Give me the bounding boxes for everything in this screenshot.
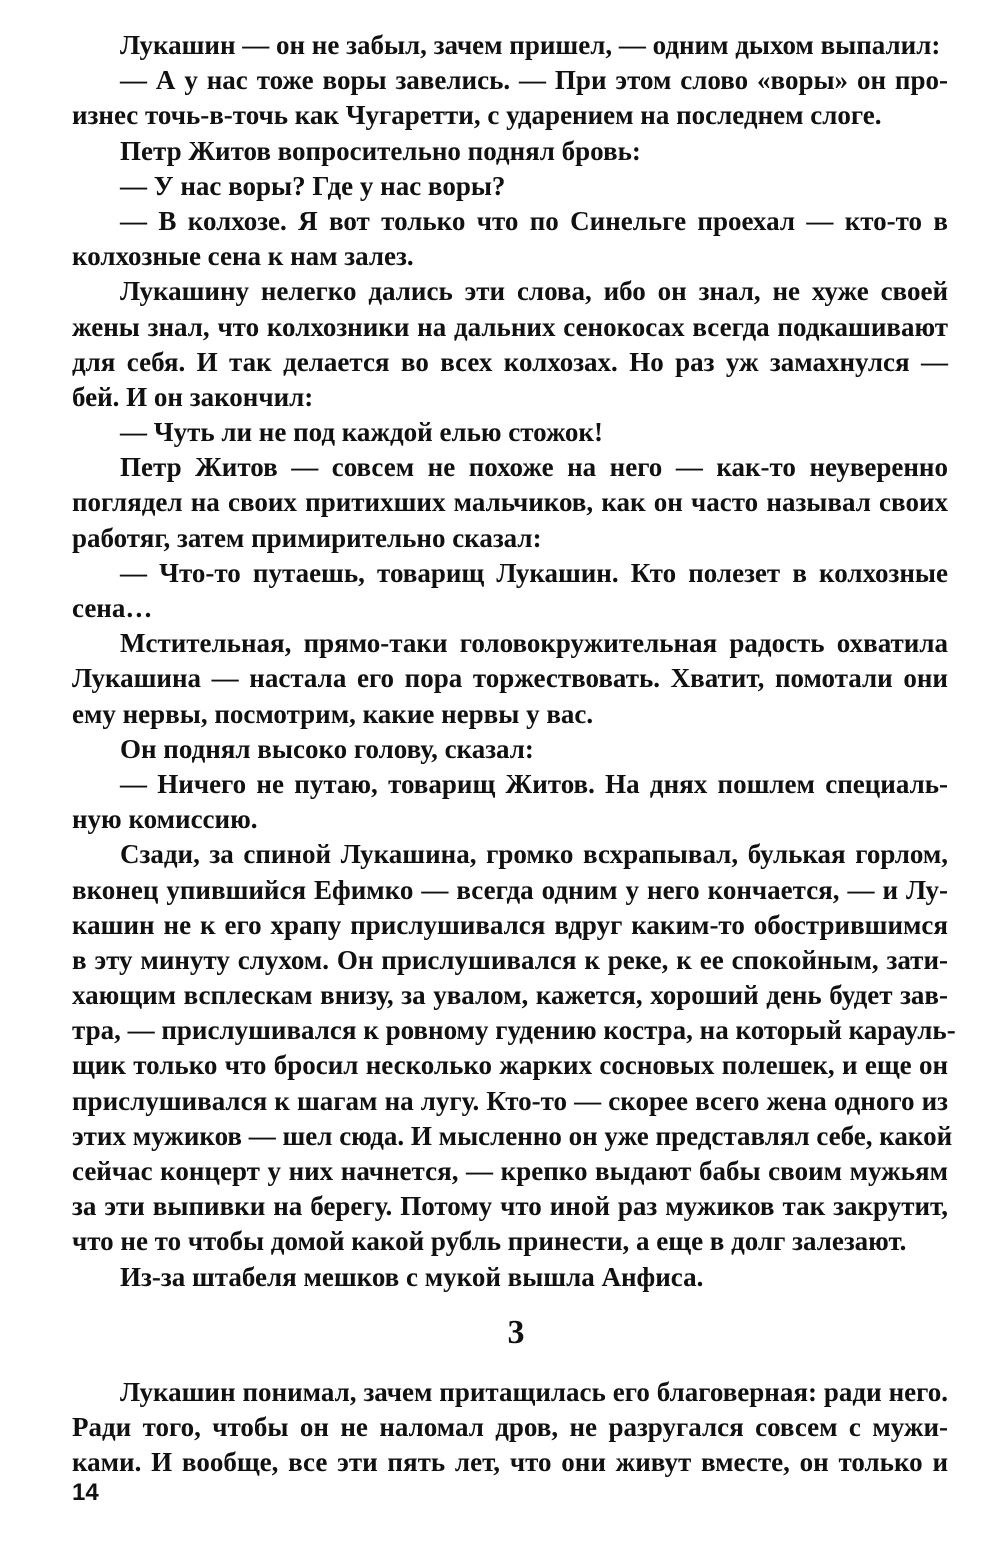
heading-spacer: [72, 1353, 948, 1375]
text-line: поглядел на своих притихших мальчиков, как он часто называл своих: [72, 487, 948, 518]
text-line: жены знал, что колхозники на дальних сенокосах всегда подкашивают: [72, 311, 948, 342]
text-line: работяг, затем примирительно сказал:: [72, 522, 542, 553]
text-line: хающим всплескам внизу, за увалом, кажется, хороший день будет зав-: [72, 980, 948, 1011]
text-line: что не то чтобы домой какой рубль принести, а еще в долг залезают.: [72, 1226, 907, 1257]
text-line: ему нервы, посмотрим, какие нервы у вас.: [72, 698, 594, 729]
chapter-number: 3: [507, 1313, 525, 1351]
text-line: Он поднял высоко голову, сказал:: [120, 733, 534, 764]
text-line: тра, — прислушивался к ровному гудению костра, на который карауль-: [72, 1015, 956, 1046]
text-line: сена…: [72, 593, 153, 623]
text-block-after-heading: [72, 1375, 948, 1481]
heading-spacer: [72, 1295, 948, 1313]
text-line: этих мужиков — шел сюда. И мысленно он уже представлял себе, какой: [72, 1120, 953, 1151]
text-line: колхозные сена к нам залез.: [72, 241, 414, 272]
text-line: Лукашина — настала его пора торжествовать. Хватит, помотали они: [72, 663, 948, 694]
text-line: Мстительная, прямо-таки головокружительная радость охватила: [120, 628, 948, 659]
text-line: Лукашину нелегко дались эти слова, ибо он знал, не хуже своей: [120, 276, 948, 307]
page-number: 14: [72, 1479, 99, 1506]
text-line: Ради того, чтобы он не наломал дров, не разругался совсем с мужи-: [72, 1411, 948, 1442]
book-page: [72, 28, 956, 1538]
text-line: в эту минуту слухом. Он прислушивался к реке, к ее спокойным, зати-: [72, 944, 948, 975]
text-line: ную комиссию.: [72, 804, 258, 835]
text-line: бей. И он закончил:: [72, 381, 314, 412]
text-line: — Ничего не путаю, товарищ Житов. На днях пошлем специаль-: [120, 768, 948, 799]
text-line: — В колхозе. Я вот только что по Синельге проехал — кто-то в: [120, 205, 948, 236]
text-line: — Что-то путаешь, товарищ Лукашин. Кто полезет в колхозные: [120, 557, 948, 588]
text-line: Лукашин понимал, зачем притащилась его благоверная: ради него.: [120, 1376, 948, 1407]
text-line: за эти выпивки на берегу. Потому что иной раз мужиков так закрутит,: [72, 1191, 948, 1222]
text-line: Петр Житов — совсем не похоже на него — как-то неуверенно: [120, 452, 948, 483]
text-line: прислушивался к шагам на лугу. Кто-то — скорее всего жена одного из: [72, 1085, 948, 1116]
text-line: кашин не к его храпу прислушивался вдруг каким-то обострившимся: [72, 909, 948, 940]
text-line: Петр Житов вопросительно поднял бровь:: [120, 135, 641, 166]
text-line: щик только что бросил несколько жарких сосновых полешек, и еще он: [72, 1050, 948, 1081]
text-block-before-heading: [72, 28, 956, 1295]
text-line: — У нас воры? Где у нас воры?: [120, 170, 506, 201]
text-line: Сзади, за спиной Лукашина, громко всхрапывал, булькая горлом,: [120, 839, 948, 870]
text-line: изнес точь-в-точь как Чугаретти, с ударением на последнем слоге.: [72, 100, 882, 131]
text-line: Из-за штабеля мешков с мукой вышла Анфиса.: [120, 1261, 704, 1292]
text-line: ками. И вообще, все эти пять лет, что они живут вместе, он только и: [72, 1447, 948, 1478]
text-line: вконец упившийся Ефимко — всегда одним у него кончается, — и Лу-: [72, 874, 948, 905]
text-line: для себя. И так делается во всех колхозах. Но раз уж замахнулся —: [72, 346, 948, 377]
text-line: — А у нас тоже воры завелись. — При этом слово «воры» он про-: [120, 65, 948, 96]
text-line: сейчас концерт у них начнется, — крепко выдают бабы своим мужьям: [72, 1156, 948, 1186]
text-line: — Чуть ли не под каждой елью стожок!: [120, 417, 603, 448]
text-line: Лукашин — он не забыл, зачем пришел, — одним дыхом выпалил:: [120, 30, 941, 60]
